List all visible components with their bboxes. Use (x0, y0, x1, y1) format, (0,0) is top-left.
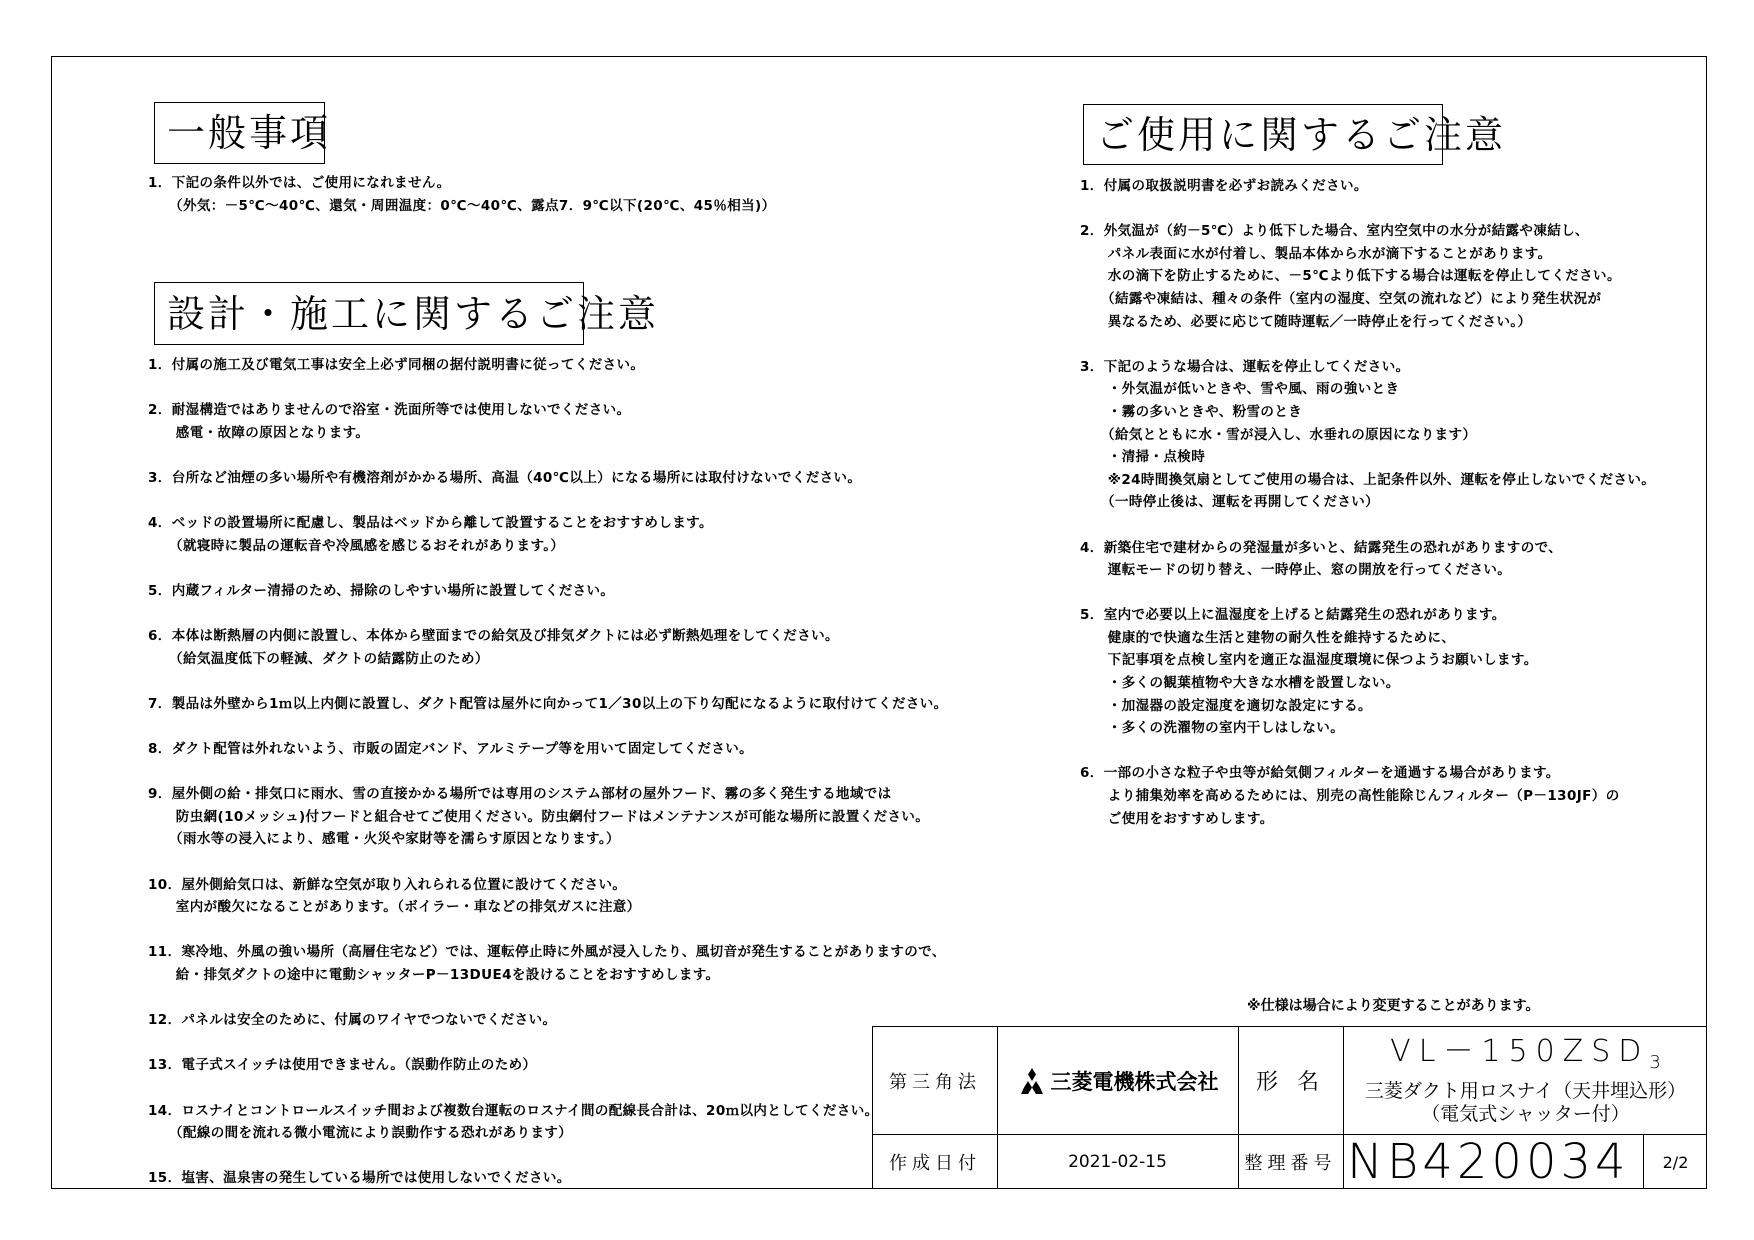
text-line: 3．台所など油煙の多い場所や有機溶剤がかかる場所、高温（40℃以上）になる場所には取付けないでください。 (148, 469, 862, 486)
text-line: 11．寒冷地、外風の強い場所（高層住宅など）では、運転停止時に外風が浸入したり、風切音が発生することがありますので、 (148, 944, 946, 961)
text-line: 5．室内で必要以上に温湿度を上げると結露発生の恐れがあります。 (1080, 607, 1506, 624)
product-line-1: 三菱ダクト用ロスナイ（天井埋込形） (1364, 1080, 1687, 1102)
projection-label: 第三角法 (889, 1071, 981, 1093)
general-heading: 一般事項 (154, 102, 325, 164)
text-line: 室内が酸欠になることがあります。（ボイラー・車などの排気ガスに注意） (148, 899, 641, 916)
text-line (148, 1032, 948, 1055)
text-line (148, 377, 948, 400)
text-line: 14．ロスナイとコントロールスイッチ間および複数台運転のロスナイ間の配線長合計は、20ｍ以内としてください。 (148, 1102, 879, 1119)
three-diamonds-logo (1017, 1068, 1047, 1094)
text-line: パネル表面に水が付着し、製品本体から水が滴下することがあります。 (1080, 245, 1552, 262)
text-line: 健康的で快適な生活と建物の耐久性を維持するために、 (1080, 629, 1456, 646)
company-name: 三菱電機株式会社 (1050, 1069, 1219, 1094)
text-line: （就寝時に製品の運転音や冷風感を感じるおそれがあります。） (148, 537, 565, 554)
text-line: ・清掃・点検時 (1080, 449, 1206, 466)
model-cell (1343, 1027, 1708, 1134)
text-line (1080, 582, 1655, 605)
text-line: 1．付属の取扱説明書を必ずお読みください。 (1080, 178, 1368, 194)
text-line: （結露や凍結は、種々の条件（室内の湿度、空気の流れなど）により発生状況が (1080, 290, 1602, 307)
text-line (148, 490, 948, 513)
usage-text (1080, 175, 1655, 830)
text-line (148, 1077, 948, 1100)
text-line: （外気：－5℃～40℃、還気・周囲温度：0℃～40℃、露点7．9℃以下(20℃、45％相当)） (148, 197, 776, 214)
company-cell (997, 1027, 1238, 1134)
text-line: 1．付属の施工及び電気工事は安全上必ず同梱の据付説明書に従ってください。 (148, 357, 645, 373)
text-line: 給・排気ダクトの途中に電動シャッターP－13DUE4を設けることをおすすめします。 (148, 967, 720, 984)
model-number-line (1390, 1035, 1661, 1080)
page-number: 2/2 (1662, 1152, 1689, 1172)
text-line (148, 670, 948, 693)
text-line (1080, 198, 1655, 221)
text-line: 8．ダクト配管は外れないよう、市販の固定バンド、アルミテープ等を用いて固定してください。 (148, 741, 754, 758)
text-line: 4．新築住宅で建材からの発湿量が多いと、結露発生の恐れがありますので、 (1080, 539, 1563, 556)
text-line: 下記事項を点検し室内を適正な温湿度環境に保つようお願いします。 (1080, 652, 1538, 669)
text-line: 防虫網(10メッシュ)付フードと組合せてご使用ください。防虫網付フードはメンテナンスが可能な場所に設置ください。 (148, 808, 930, 825)
design-text (148, 354, 948, 1190)
text-line: 7．製品は外壁から1ｍ以上内側に設置し、ダクト配管は屋外に向かって1／30以上の下り勾配になるように取付けてください。 (148, 695, 948, 712)
model-number: VL－150ZSD (1390, 1034, 1650, 1069)
text-line: ※24時間換気扇としてご使用の場合は、上記条件以外、運転を停止しないでください。 (1080, 471, 1656, 488)
usage-heading: ご使用に関するご注意 (1083, 104, 1443, 165)
text-line: 6．一部の小さな粒子や虫等が給気側フィルターを通過する場合があります。 (1080, 765, 1560, 782)
text-line: 5．内蔵フィルター清掃のため、掃除のしやすい場所に設置してください。 (148, 582, 615, 599)
text-line: 1．下記の条件以外では、ご使用になれません。 (148, 175, 451, 191)
text-line: （給気とともに水・雪が浸入し、水垂れの原因になります） (1080, 426, 1477, 443)
text-line (148, 987, 948, 1010)
text-line: 15．塩害、温泉害の発生している場所では使用しないでください。 (148, 1170, 571, 1187)
text-line: ・加湿器の設定湿度を適切な設定にする。 (1080, 697, 1372, 714)
text-line: 2．外気温が（約－5℃）より低下した場合、室内空気中の水分が結露や凍結し、 (1080, 223, 1589, 240)
text-line: 運転モードの切り替え、一時停止、窓の開放を行ってください。 (1080, 562, 1512, 579)
design-heading: 設計・施工に関するご注意 (154, 282, 584, 345)
text-line: ・外気温が低いときや、雪や風、雨の強いとき (1080, 381, 1400, 398)
text-line (148, 761, 948, 784)
text-line: ・多くの観葉植物や大きな水槽を設置しない。 (1080, 675, 1400, 692)
date-value: 2021-02-15 (1068, 1152, 1167, 1172)
text-line: 6．本体は断熱層の内側に設置し、本体から壁面までの給気及び排気ダクトには必ず断熱処理をしてください。 (148, 628, 839, 645)
text-line: 水の滴下を防止するために、－5℃より低下する場合は運転を停止してください。 (1080, 268, 1621, 285)
text-line: 3．下記のような場合は、運転を停止してください。 (1080, 358, 1410, 375)
text-line: 2．耐湿構造ではありませんので浴室・洗面所等では使用しないでください。 (148, 402, 631, 419)
doc-number-label: 整理番号 (1244, 1153, 1337, 1174)
date-label: 作成日付 (889, 1153, 981, 1174)
text-line (148, 444, 948, 467)
product-line-2: （電気式シャッター付） (1421, 1103, 1630, 1125)
title-block (872, 1026, 1707, 1189)
text-line: 異なるため、必要に応じて随時運転／一時停止を行ってください。） (1080, 313, 1532, 330)
model-label: 形 名 (1256, 1070, 1325, 1095)
text-line (148, 1145, 948, 1168)
text-line (148, 851, 948, 874)
model-suffix: 3 (1649, 1052, 1661, 1073)
text-line: ・霧の多いときや、粉雪のとき (1080, 403, 1303, 420)
text-line (148, 919, 948, 942)
spec-note: ※仕様は場合により変更することがあります。 (1247, 998, 1540, 1014)
text-line: 10．屋外側給気口は、新鮮な空気が取り入れられる位置に設けてください。 (148, 876, 627, 893)
text-line (148, 557, 948, 580)
text-line: （配線の間を流れる微小電流により誤動作する恐れがあります） (148, 1125, 573, 1142)
text-line: ご使用をおすすめします。 (1080, 810, 1274, 827)
text-line: （給気温度低下の軽減、ダクトの結露防止のため） (148, 650, 489, 667)
text-line (148, 716, 948, 739)
text-line: 4．ベッドの設置場所に配慮し、製品はベッドから離して設置することをおすすめします。 (148, 515, 713, 532)
text-line: 感電・故障の原因となります。 (148, 424, 370, 441)
doc-number: NB420034 (1347, 1134, 1630, 1190)
text-line: （雨水等の浸入により、感電・火災や家財等を濡らす原因となります。） (148, 831, 620, 848)
text-line (1080, 740, 1655, 763)
text-line: 9．屋外側の給・排気口に雨水、雪の直接かかる場所では専用のシステム部材の屋外フード、霧の多く発生する地域では (148, 786, 892, 803)
text-line: 13．電子式スイッチは使用できません。（誤動作防止のため） (148, 1057, 537, 1074)
text-line (1080, 333, 1655, 356)
text-line: （一時停止後は、運転を再開してください） (1080, 494, 1380, 511)
text-line (1080, 514, 1655, 537)
text-line: ・多くの洗濯物の室内干しはしない。 (1080, 720, 1345, 737)
text-line (148, 603, 948, 626)
text-line: より捕集効率を高めるためには、別売の高性能除じんフィルター（P－130JF）の (1080, 788, 1620, 805)
general-text (148, 172, 776, 217)
text-line: 12．パネルは安全のために、付属のワイヤでつないでください。 (148, 1012, 557, 1029)
